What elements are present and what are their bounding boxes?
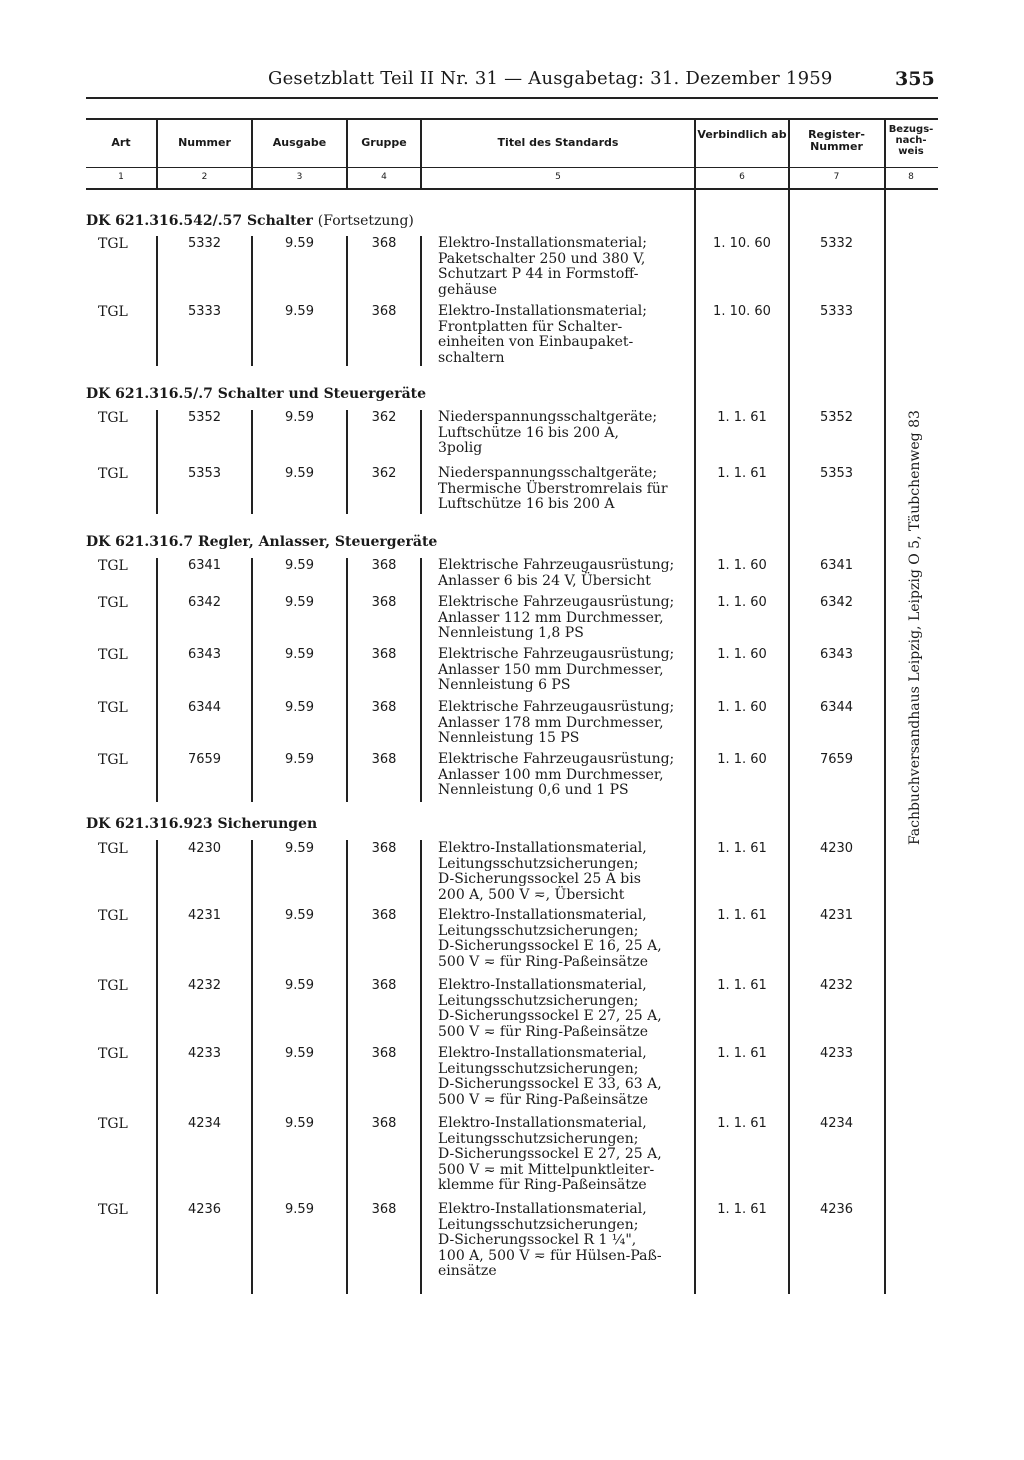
- row-verbindlich: 1. 10. 60: [713, 236, 771, 251]
- row-nummer: 4234: [187, 1116, 222, 1131]
- col-num-7: 7: [833, 172, 840, 182]
- col-sep: [156, 118, 158, 188]
- row-verbindlich: 1. 1. 61: [717, 410, 767, 425]
- row-ausgabe: 9.59: [285, 1046, 314, 1061]
- section-heading: [86, 213, 414, 229]
- row-nummer: 4230: [187, 841, 222, 856]
- page-number: 355: [895, 68, 935, 90]
- row-verbindlich: 1. 1. 60: [717, 752, 767, 767]
- group-rule: [156, 410, 158, 514]
- row-art: TGL: [98, 908, 128, 924]
- section-heading: DK 621.316.923 Sicherungen: [86, 816, 318, 832]
- col-sep: [346, 118, 348, 188]
- col-num-4: 4: [381, 172, 387, 182]
- row-verbindlich: 1. 1. 61: [717, 908, 767, 923]
- row-gruppe: 368: [371, 304, 397, 319]
- group-rule: [420, 236, 422, 366]
- row-ausgabe: 9.59: [285, 304, 314, 319]
- row-verbindlich: 1. 1. 61: [717, 1046, 767, 1061]
- row-ausgabe: 9.59: [285, 236, 314, 251]
- row-gruppe: 368: [371, 647, 397, 662]
- col-sep: [251, 118, 253, 188]
- row-titel: Elektro-Installationsmaterial, Leitungsschutzsicherungen; D-Sicherungssockel R 1 ¼", 100 A, 500 V ≂ für Hülsen-Paß- einsätze: [438, 1201, 662, 1279]
- row-art: TGL: [98, 700, 128, 716]
- row-verbindlich: 1. 1. 60: [717, 700, 767, 715]
- row-art: TGL: [98, 1046, 128, 1062]
- row-ausgabe: 9.59: [285, 1202, 314, 1217]
- row-nummer: 5333: [187, 304, 222, 319]
- row-titel: Elektrische Fahrzeugausrüstung; Anlasser 150 mm Durchmesser, Nennleistung 6 PS: [438, 646, 675, 693]
- row-titel: Niederspannungsschaltgeräte; Luftschütze 16 bis 200 A, 3polig: [438, 409, 658, 456]
- row-titel: Elektro-Installationsmaterial; Frontplatten für Schalter- einheiten von Einbaupaket- schaltern: [438, 303, 647, 366]
- row-ausgabe: 9.59: [285, 841, 314, 856]
- row-register: 6341: [819, 558, 854, 573]
- row-titel: Elektrische Fahrzeugausrüstung; Anlasser 100 mm Durchmesser, Nennleistung 0,6 und 1 PS: [438, 751, 675, 798]
- col-num-8: 8: [908, 172, 914, 182]
- row-gruppe: 368: [371, 1046, 397, 1061]
- col-header-titel: Titel des Standards: [497, 136, 619, 149]
- row-art: TGL: [98, 466, 128, 482]
- row-gruppe: 368: [371, 1116, 397, 1131]
- col-header-nummer: Nummer: [178, 136, 231, 149]
- row-register: 5352: [819, 410, 854, 425]
- col-header-register: Register-Nummer: [808, 128, 865, 153]
- col-num-6: 6: [739, 172, 745, 182]
- row-verbindlich: 1. 1. 60: [717, 595, 767, 610]
- group-rule: [346, 410, 348, 514]
- col-header-art: Art: [111, 136, 131, 149]
- row-titel: Elektro-Installationsmaterial; Paketschalter 250 und 380 V, Schutzart P 44 in Formstoff- gehäuse: [438, 235, 647, 298]
- row-titel: Elektrische Fahrzeugausrüstung; Anlasser 6 bis 24 V, Übersicht: [438, 557, 675, 589]
- row-titel: Elektrische Fahrzeugausrüstung; Anlasser 112 mm Durchmesser, Nennleistung 1,8 PS: [438, 594, 675, 641]
- col-rule-bezug: [884, 118, 886, 1294]
- row-titel: Elektro-Installationsmaterial, Leitungsschutzsicherungen; D-Sicherungssockel 25 A bis 200 A, 500 V ≂, Übersicht: [438, 840, 647, 903]
- row-verbindlich: 1. 1. 61: [717, 1116, 767, 1131]
- row-register: 6344: [819, 700, 854, 715]
- row-register: 4232: [819, 978, 854, 993]
- row-titel: Elektro-Installationsmaterial, Leitungsschutzsicherungen; D-Sicherungssockel E 27, 25 A, 500 V ≂ für Ring-Paßeinsätze: [438, 977, 662, 1040]
- row-gruppe: 368: [371, 841, 397, 856]
- section-heading: DK 621.316.5/.7 Schalter und Steuergeräte: [86, 386, 427, 402]
- col-header-gruppe: Gruppe: [361, 136, 407, 149]
- row-gruppe: 368: [371, 908, 397, 923]
- row-nummer: 7659: [187, 752, 222, 767]
- group-rule: [251, 410, 253, 514]
- row-verbindlich: 1. 1. 60: [717, 558, 767, 573]
- row-nummer: 6342: [187, 595, 222, 610]
- row-ausgabe: 9.59: [285, 466, 314, 481]
- row-gruppe: 362: [371, 410, 397, 425]
- row-nummer: 4231: [187, 908, 222, 923]
- col-num-1: 1: [118, 172, 124, 182]
- row-ausgabe: 9.59: [285, 1116, 314, 1131]
- row-ausgabe: 9.59: [285, 595, 314, 610]
- col-sep: [420, 118, 422, 188]
- row-nummer: 6344: [187, 700, 222, 715]
- col-header-verbindlich: Verbindlich ab: [697, 128, 787, 141]
- row-art: TGL: [98, 410, 128, 426]
- row-verbindlich: 1. 1. 61: [717, 1202, 767, 1217]
- row-nummer: 5352: [187, 410, 222, 425]
- col-num-3: 3: [296, 172, 303, 182]
- col-rule-verbindlich: [694, 118, 696, 1294]
- row-register: 4236: [819, 1202, 854, 1217]
- row-verbindlich: 1. 1. 60: [717, 647, 767, 662]
- row-ausgabe: 9.59: [285, 908, 314, 923]
- col-num-2: 2: [201, 172, 208, 182]
- row-register: 5332: [819, 236, 854, 251]
- row-titel: Elektro-Installationsmaterial, Leitungsschutzsicherungen; D-Sicherungssockel E 16, 25 A, 500 V ≂ für Ring-Paßeinsätze: [438, 907, 662, 970]
- row-titel: Elektro-Installationsmaterial, Leitungsschutzsicherungen; D-Sicherungssockel E 33, 63 A, 500 V ≂ für Ring-Paßeinsätze: [438, 1045, 662, 1108]
- row-register: 5353: [819, 466, 854, 481]
- row-register: 4234: [819, 1116, 854, 1131]
- side-note: Fachbuchversandhaus Leipzig, Leipzig O 5, Täubchenweg 83: [907, 410, 923, 845]
- group-rule: [420, 410, 422, 514]
- row-ausgabe: 9.59: [285, 978, 314, 993]
- row-art: TGL: [98, 1202, 128, 1218]
- header-rule: [86, 97, 938, 99]
- row-titel: Niederspannungsschaltgeräte; Thermische Überstromrelais für Luftschütze 16 bis 200 A: [438, 465, 668, 512]
- row-gruppe: 368: [371, 236, 397, 251]
- row-art: TGL: [98, 595, 128, 611]
- row-nummer: 5353: [187, 466, 222, 481]
- row-register: 4231: [819, 908, 854, 923]
- row-art: TGL: [98, 1116, 128, 1132]
- row-gruppe: 368: [371, 558, 397, 573]
- row-verbindlich: 1. 1. 61: [717, 978, 767, 993]
- row-titel: Elektrische Fahrzeugausrüstung; Anlasser 178 mm Durchmesser, Nennleistung 15 PS: [438, 699, 675, 746]
- row-art: TGL: [98, 304, 128, 320]
- row-titel: Elektro-Installationsmaterial, Leitungsschutzsicherungen; D-Sicherungssockel E 27, 25 A, 500 V ≂ mit Mittelpunktleiter- klemme für Ring-Paßeinsätze: [438, 1115, 662, 1193]
- row-register: 6342: [819, 595, 854, 610]
- row-nummer: 6341: [187, 558, 222, 573]
- row-gruppe: 368: [371, 752, 397, 767]
- row-register: 5333: [819, 304, 854, 319]
- page-header-title: Gesetzblatt Teil II Nr. 31 — Ausgabetag: 31. Dezember 1959: [268, 68, 833, 89]
- row-nummer: 4236: [187, 1202, 222, 1217]
- row-art: TGL: [98, 236, 128, 252]
- row-verbindlich: 1. 1. 61: [717, 466, 767, 481]
- table-header-bottom-rule: [86, 188, 938, 190]
- row-art: TGL: [98, 558, 128, 574]
- row-nummer: 4233: [187, 1046, 222, 1061]
- col-header-ausgabe: Ausgabe: [272, 136, 327, 149]
- group-rule: [251, 236, 253, 366]
- row-gruppe: 368: [371, 978, 397, 993]
- row-nummer: 5332: [187, 236, 222, 251]
- row-gruppe: 368: [371, 1202, 397, 1217]
- row-verbindlich: 1. 10. 60: [713, 304, 771, 319]
- row-register: 4230: [819, 841, 854, 856]
- row-art: TGL: [98, 752, 128, 768]
- section-title: DK 621.316.542/.57 Schalter: [86, 213, 313, 229]
- row-register: 7659: [819, 752, 854, 767]
- row-verbindlich: 1. 1. 61: [717, 841, 767, 856]
- row-ausgabe: 9.59: [285, 700, 314, 715]
- row-art: TGL: [98, 647, 128, 663]
- section-note: (Fortsetzung): [317, 213, 414, 229]
- row-ausgabe: 9.59: [285, 558, 314, 573]
- row-ausgabe: 9.59: [285, 752, 314, 767]
- row-nummer: 6343: [187, 647, 222, 662]
- col-header-bezugsnachweis: Bezugs-nach-weis: [888, 124, 934, 157]
- row-art: TGL: [98, 841, 128, 857]
- row-ausgabe: 9.59: [285, 647, 314, 662]
- row-art: TGL: [98, 978, 128, 994]
- row-register: 4233: [819, 1046, 854, 1061]
- group-rule: [346, 236, 348, 366]
- row-nummer: 4232: [187, 978, 222, 993]
- table-header-divider: [86, 167, 938, 168]
- col-num-5: 5: [555, 172, 561, 182]
- row-ausgabe: 9.59: [285, 410, 314, 425]
- group-rule: [156, 236, 158, 366]
- row-gruppe: 362: [371, 466, 397, 481]
- row-gruppe: 368: [371, 595, 397, 610]
- row-register: 6343: [819, 647, 854, 662]
- group-rule: [420, 840, 422, 1294]
- table-top-rule: [86, 118, 938, 120]
- group-rule: [420, 558, 422, 802]
- section-heading: DK 621.316.7 Regler, Anlasser, Steuergeräte: [86, 534, 438, 550]
- row-gruppe: 368: [371, 700, 397, 715]
